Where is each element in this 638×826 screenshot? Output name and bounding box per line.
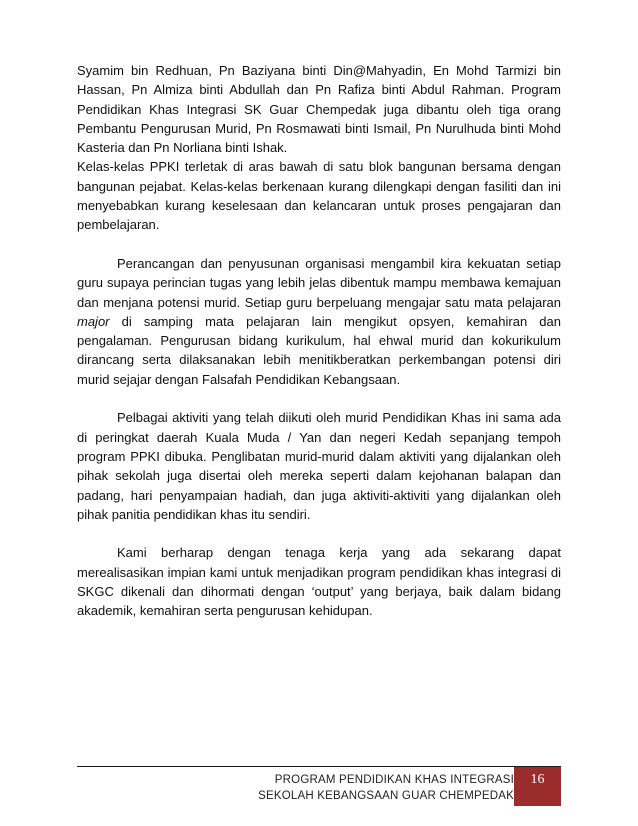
- paragraph-classrooms: Kelas-kelas PPKI terletak di aras bawah di satu blok bangunan bersama dengan bangunan pejabat. Kelas-kelas berkenaan kurang dilengkapi dengan fasiliti dan ini menyebabkan kurang keselesaan dan kelancaran untuk proses pengajaran dan pembelajaran.: [77, 159, 561, 233]
- footer-line-school: SEKOLAH KEBANGSAAN GUAR CHEMPEDAK: [258, 790, 514, 802]
- paragraph-hope: Kami berharap dengan tenaga kerja yang ada sekarang dapat merealisasikan impian kami untuk menjadikan program pendidikan khas integrasi di SKGC dikenali dan dihormati dengan ‘output’ yang berjaya, baik dalam bidang akademik, kemahiran serta pengurusan kehidupan.: [77, 545, 561, 619]
- paragraph-planning-text-a: Perancangan dan penyusunan organisasi mengambil kira kekuatan setiap guru supaya perincian tugas yang lebih jelas dibentuk mampu membawa kemajuan dan menjana potensi murid. Setiap guru berpeluang mengajar satu mata pelajaran: [77, 255, 561, 310]
- footer-divider: [77, 766, 561, 767]
- paragraph-planning: [77, 254, 561, 389]
- page-number-badge: 16: [514, 767, 561, 806]
- emphasis-major: major: [77, 313, 110, 329]
- paragraph-planning-text-b: di samping mata pelajaran lain mengikut opsyen, kemahiran dan pengalaman. Pengurusan bidang kurikulum, hal ehwal murid dan kokurikulum dirancang serta dilaksanakan lebih menitikberatkan perkembangan potensi diri murid sejajar dengan Falsafah Pendidikan Kebangsaan.: [77, 313, 561, 387]
- body-text: [77, 61, 561, 621]
- footer-line-program: PROGRAM PENDIDIKAN KHAS INTEGRASI: [274, 774, 514, 786]
- paragraph-activities: Pelbagai aktiviti yang telah diikuti oleh murid Pendidikan Khas ini sama ada di peringkat daerah Kuala Muda / Yan dan negeri Kedah sepanjang tempoh program PPKI dibuka. Penglibatan murid-murid dalam aktiviti yang dijalankan oleh pihak sekolah juga disertai oleh mereka seperti dalam kejohanan balapan dan padang, hari penyampaian hadiah, dan juga aktiviti-aktiviti yang dijalankan oleh pihak panitia pendidikan khas itu sendiri.: [77, 410, 561, 522]
- footer-title: [258, 772, 514, 804]
- paragraph-staff: Syamim bin Redhuan, Pn Baziyana binti Din@Mahyadin, En Mohd Tarmizi bin Hassan, Pn Almiza binti Abdullah dan Pn Rafiza binti Abdul Rahman. Program Pendidikan Khas Integrasi SK Guar Chempedak juga dibantu oleh tiga orang Pembantu Pengurusan Murid, Pn Rosmawati binti Ismail, Pn Nurulhuda binti Mohd Kasteria dan Pn Norliana binti Ishak.: [77, 63, 561, 156]
